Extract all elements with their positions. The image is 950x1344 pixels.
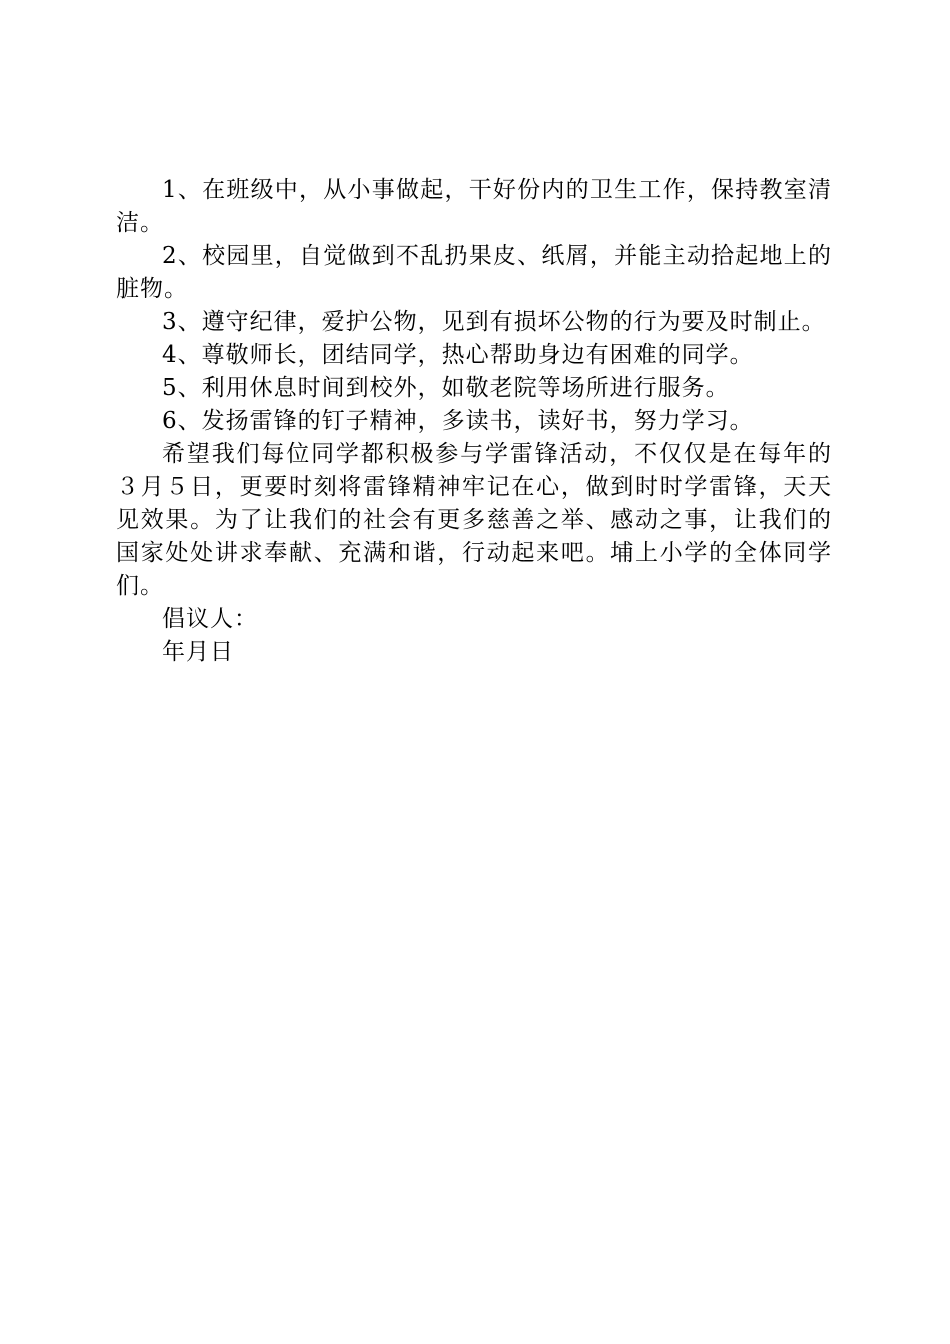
proposal-item-3: 3、遵守纪律，爱护公物，见到有损坏公物的行为要及时制止。 bbox=[162, 309, 826, 335]
proposal-item-4: 4、尊敬师长，团结同学，热心帮助身边有困难的同学。 bbox=[162, 342, 754, 368]
signature-label: 倡议人： bbox=[162, 606, 258, 632]
proposal-item-5: 5、利用休息时间到校外，如敬老院等场所进行服务。 bbox=[162, 375, 730, 401]
proposal-item-1: 1、在班级中，从小事做起，干好份内的卫生工作，保持教室清洁。 bbox=[116, 177, 832, 236]
proposal-item-2: 2、校园里，自觉做到不乱扔果皮、纸屑，并能主动拾起地上的脏物。 bbox=[116, 243, 832, 302]
proposal-item-6: 6、发扬雷锋的钉子精神，多读书，读好书，努力学习。 bbox=[162, 408, 754, 434]
date-line: 年月日 bbox=[162, 639, 234, 665]
document-body bbox=[116, 174, 832, 669]
closing-paragraph: 希望我们每位同学都积极参与学雷锋活动，不仅仅是在每年的３月５日，更要时刻将雷锋精神牢记在心，做到时时学雷锋，天天见效果。为了让我们的社会有更多慈善之举、感动之事，让我们的国家处处讲求奉献、充满和谐，行动起来吧。埔上小学的全体同学们。 bbox=[116, 441, 832, 599]
